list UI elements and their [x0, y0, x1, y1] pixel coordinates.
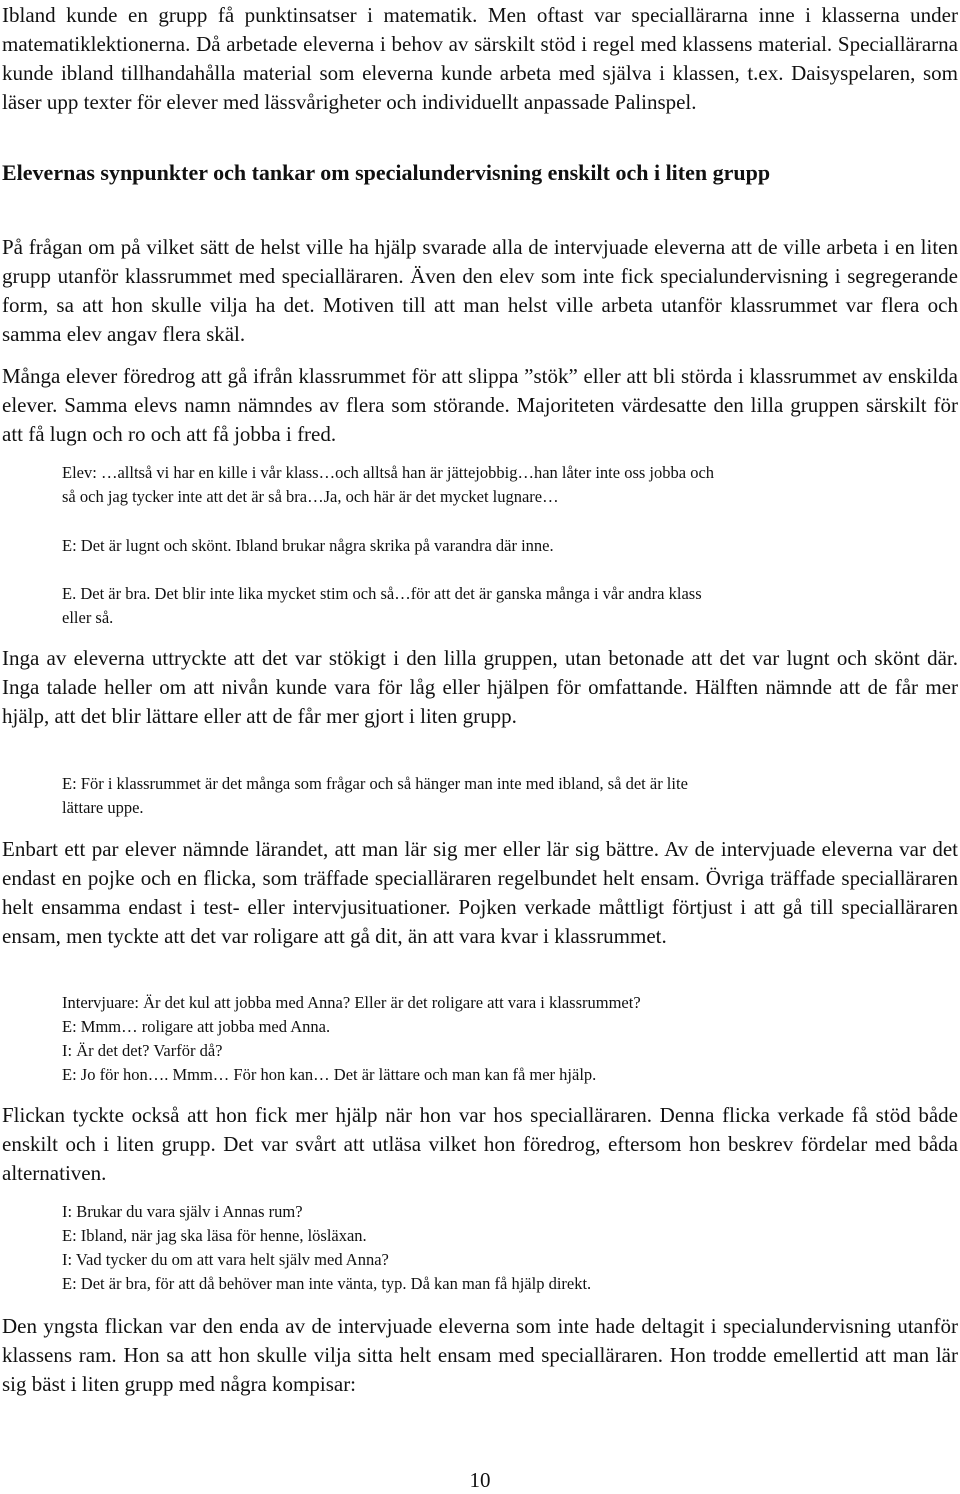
paragraph-noise: Många elever föredrog att gå ifrån klassrummet för att slippa ”stök” eller att bli störda i klassrummet av enskilda elever. Samma elevs namn nämndes av flera som störande. Majoriteten värdesatte den lilla gruppen särskilt för att få lugn och ro och att få jobba i fred.	[2, 364, 958, 446]
quote-block-3	[62, 582, 912, 630]
quote-block-5	[62, 991, 912, 1087]
quote-line: E: För i klassrummet är det många som frågar och så hänger man inte med ibland, så det är lite	[62, 774, 688, 793]
intro-paragraph: Ibland kunde en grupp få punktinsatser i matematik. Men oftast var speciallärarna inne i klasserna under matematiklektionerna. Då arbetade eleverna i behov av särskilt stöd i regel med klassens material. Speciallärarna kunde ibland tillhandahålla material som eleverna kunde arbeta med själva i klassen, t.ex. Daisyspelaren, som läser upp texter för elever med lässvårigheter och individuellt anpassade Palinspel.	[2, 3, 958, 114]
quote-line: E: Det är lugnt och skönt. Ibland brukar några skrika på varandra där inne.	[62, 536, 554, 555]
quote-line: lättare uppe.	[62, 798, 144, 817]
page-number: 10	[469, 1468, 491, 1492]
quote-line: I: Är det det? Varför då?	[62, 1041, 223, 1060]
paragraph-preferences: På frågan om på vilket sätt de helst ville ha hjälp svarade alla de intervjuade eleverna att de ville arbeta i en liten grupp utanför klassrummet med specialläraren. Även den elev som inte fick specialundervisning i segregerande form, sa att hon skulle vilja ha det. Motiven till att man helst ville arbeta utanför klassrummet var flera och samma elev angav flera skäl.	[2, 235, 958, 346]
quote-line: Elev: …alltså vi har en kille i vår klass…och alltså han är jättejobbig…han låter inte oss jobba och	[62, 463, 715, 482]
quote-line: I: Brukar du vara själv i Annas rum?	[62, 1202, 303, 1221]
quote-line: Intervjuare: Är det kul att jobba med Anna? Eller är det roligare att vara i klassrummet?	[62, 993, 641, 1012]
quote-block-4	[62, 772, 912, 820]
quote-line: E: Mmm… roligare att jobba med Anna.	[62, 1017, 331, 1036]
quote-block-1	[62, 461, 912, 509]
quote-line: E: Det är bra, för att då behöver man inte vänta, typ. Då kan man få hjälp direkt.	[62, 1274, 592, 1293]
quote-line: E: Jo för hon…. Mmm… För hon kan… Det är lättare och man kan få mer hjälp.	[62, 1065, 597, 1084]
paragraph-learning: Enbart ett par elever nämnde lärandet, att man lär sig mer eller lär sig bättre. Av de intervjuade eleverna var det endast en pojke och en flicka, som träffade specialläraren regelbundet helt ensam. Övriga träffade specialläraren helt ensamma endast i test- eller intervjusituationer. Pojken verkade måttligt förtjust i att gå till specialläraren ensam, men tyckte att det var roligare att gå dit, än att vara kvar i klassrummet.	[2, 837, 958, 948]
paragraph-calm-group: Inga av eleverna uttryckte att det var stökigt i den lilla gruppen, utan betonade att det var lugnt och skönt där. Inga talade heller om att nivån kunde vara för låg eller hjälpen för omfattande. Hälften nämnde att de får mer hjälp, att det blir lättare eller att de får mer gjort i liten grupp.	[2, 646, 958, 728]
paragraph-girl: Flickan tyckte också att hon fick mer hjälp när hon var hos specialläraren. Denna flicka verkade få stöd både enskilt och i liten grupp. Det var svårt att utläsa vilket hon föredrog, eftersom hon beskrev fördelar med båda alternativen.	[2, 1103, 958, 1185]
quote-line: I: Vad tycker du om att vara helt själv med Anna?	[62, 1250, 389, 1269]
quote-line: så och jag tycker inte att det är så bra…Ja, och här är det mycket lugnare…	[62, 487, 559, 506]
quote-block-2	[62, 534, 912, 558]
quote-line: eller så.	[62, 608, 114, 627]
section-heading: Elevernas synpunkter och tankar om specialundervisning enskilt och i liten grupp	[2, 160, 771, 185]
paragraph-youngest: Den yngsta flickan var den enda av de intervjuade eleverna som inte hade deltagit i specialundervisning utanför klassens ram. Hon sa att hon skulle vilja sitta helt ensam med specialläraren. Hon trodde emellertid att man lär sig bäst i liten grupp med några kompisar:	[2, 1314, 958, 1396]
quote-line: E: Ibland, när jag ska läsa för henne, lösläxan.	[62, 1226, 367, 1245]
quote-block-6	[62, 1200, 912, 1296]
quote-line: E. Det är bra. Det blir inte lika mycket stim och så…för att det är ganska många i vår andra klass	[62, 584, 702, 603]
